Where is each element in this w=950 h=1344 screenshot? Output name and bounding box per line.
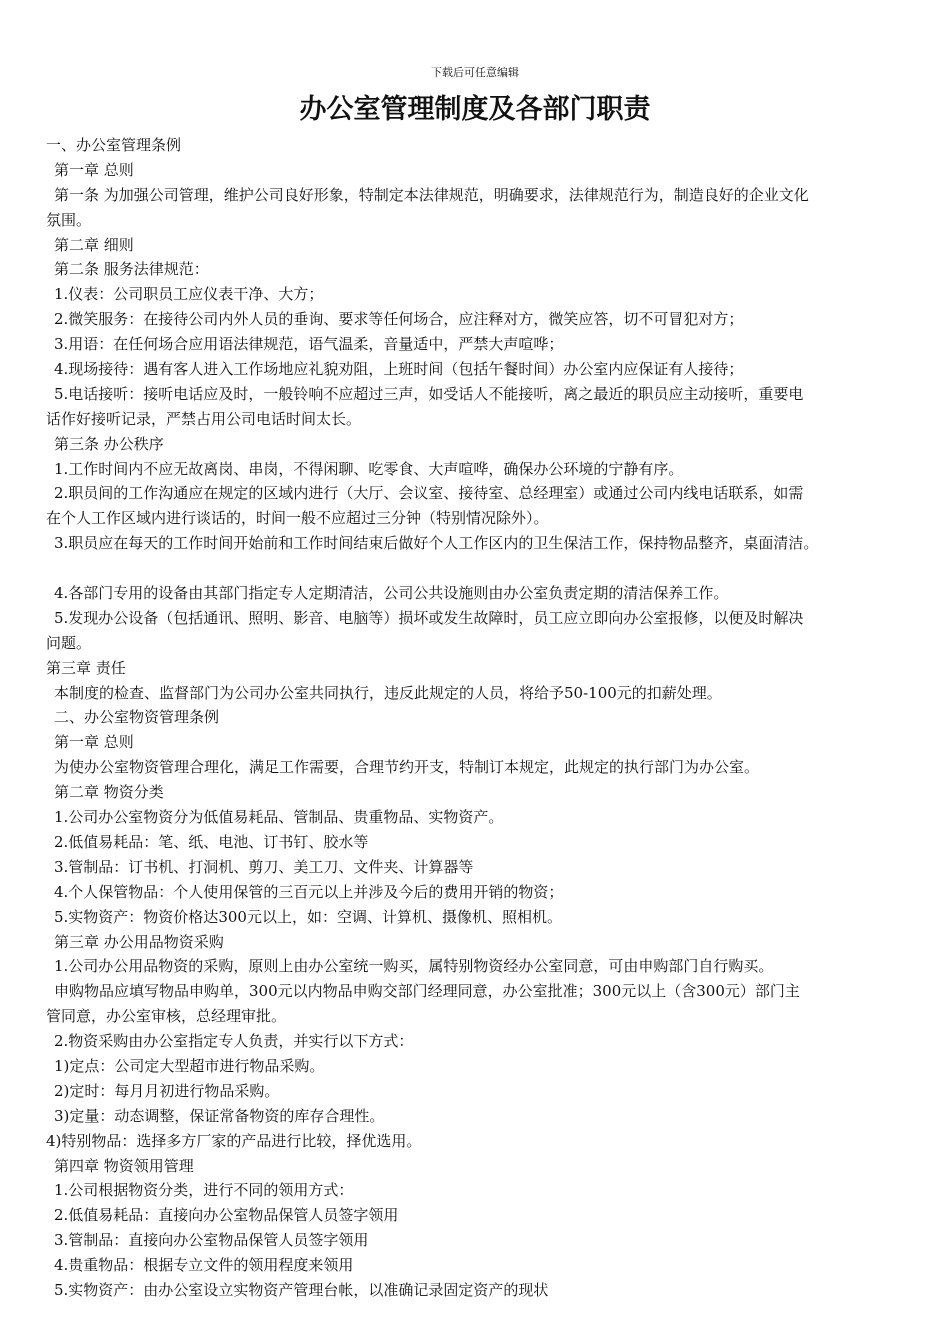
text-line: 4.现场接待：遇有客人进入工作场地应礼貌劝阻，上班时间（包括午餐时间）办公室内应保证有人接待； [54,360,744,379]
document-body [46,133,908,1303]
text-line: 第一条 为加强公司管理，维护公司良好形象，特制定本法律规范，明确要求，法律规范行为，制造良好的企业文化 [54,185,809,204]
text-line: 氛围。 [46,210,92,229]
text-line: 4)特别物品：选择多方厂家的产品进行比较，择优选用。 [46,1131,422,1150]
text-line: 1.仪表：公司职员工应仪表干净、大方； [54,285,324,304]
text-line: 2.微笑服务：在接待公司内外人员的垂询、要求等任何场合，应注释对方，微笑应答，切不可冒犯对方； [54,310,744,329]
document-title: 办公室管理制度及各部门职责 [299,94,651,125]
text-line: 1.公司办公室物资分为低值易耗品、管制品、贵重物品、实物资产。 [54,808,504,827]
text-line: 第三条 办公秩序 [54,434,164,453]
text-line: 在个人工作区域内进行谈话的，时间一般不应超过三分钟（特别情况除外）。 [46,509,549,528]
text-line: 问题。 [46,633,92,652]
text-line: 5.实物资产：由办公室设立实物资产管理台帐，以准确记录固定资产的现状 [54,1280,549,1299]
text-line: 3.管制品：订书机、打洞机、剪刀、美工刀、文件夹、计算器等 [54,857,474,876]
text-line: 1.工作时间内不应无故离岗、串岗，不得闲聊、吃零食、大声喧哗，确保办公环境的宁静有序。 [54,459,684,478]
text-line: 1.公司根据物资分类，进行不同的领用方式： [54,1181,354,1200]
text-line: 3.职员应在每天的工作时间开始前和工作时间结束后做好个人工作区内的卫生保洁工作，保持物品整齐，桌面清洁。 [54,534,819,553]
text-line: 4.个人保管物品：个人使用保管的三百元以上并涉及今后的费用开销的物资； [54,882,564,901]
text-line: 3.管制品：直接向办公室物品保管人员签字领用 [54,1231,369,1250]
text-line: 二、办公室物资管理条例 [54,708,220,727]
text-line: 3.用语：在任何场合应用语法律规范，语气温柔，音量适中，严禁大声喧哗； [54,335,564,354]
text-line [46,556,908,581]
text-line: 2.低值易耗品：笔、纸、电池、订书钉、胶水等 [54,832,369,851]
text-line: 5.实物资产：物资价格达300元以上，如：空调、计算机、摄像机、照相机。 [54,907,562,926]
text-line: 第三章 责任 [46,658,126,677]
text-line: 5.电话接听：接听电话应及时，一般铃响不应超过三声，如受话人不能接听，离之最近的职员应主动接听，重要电 [54,384,804,403]
text-line: 4.贵重物品：根据专立文件的领用程度来领用 [54,1256,354,1275]
text-line: 第四章 物资领用管理 [54,1156,194,1175]
text-line: 第二章 细则 [54,235,134,254]
text-line: 2)定时：每月月初进行物品采购。 [54,1081,280,1100]
text-line: 第二章 物资分类 [54,783,164,802]
text-line: 1.公司办公用品物资的采购，原则上由办公室统一购买，属特别物资经办公室同意，可由申购部门自行购买。 [54,957,774,976]
text-line: 申购物品应填写物品申购单，300元以内物品申购交部门经理同意，办公室批准；300元以上（含300元）部门主 [54,982,800,1001]
text-line: 1)定点：公司定大型超市进行物品采购。 [54,1056,325,1075]
text-line: 5.发现办公设备（包括通讯、照明、影音、电脑等）损坏或发生故障时，员工应立即向办公室报修，以便及时解决 [54,608,804,627]
text-line: 3)定量：动态调整，保证常备物资的库存合理性。 [54,1106,385,1125]
text-line: 一、办公室管理条例 [46,136,182,154]
text-line: 4.各部门专用的设备由其部门指定专人定期清洁，公司公共设施则由办公室负责定期的清洁保养工作。 [54,584,729,603]
text-line: 第一章 总则 [54,160,134,179]
text-line: 为使办公室物资管理合理化，满足工作需要，合理节约开支，特制订本规定，此规定的执行部门为办公室。 [54,758,760,777]
text-line: 2.职员间的工作沟通应在规定的区域内进行（大厅、会议室、接待室、总经理室）或通过公司内线电话联系，如需 [54,484,804,503]
text-line: 第二条 服务法律规范： [54,260,209,279]
text-line: 第一章 总则 [54,733,134,752]
text-line: 第三章 办公用品物资采购 [54,932,224,951]
text-line: 2.低值易耗品：直接向办公室物品保管人员签字领用 [54,1206,399,1225]
header-note: 下载后可任意编辑 [431,66,519,79]
text-line: 本制度的检查、监督部门为公司办公室共同执行，违反此规定的人员，将给予50-100元的扣薪处理。 [54,683,722,702]
text-line: 管同意，办公室审核，总经理审批。 [46,1007,287,1026]
text-line: 话作好接听记录，严禁占用公司电话时间太长。 [46,409,362,428]
text-line: 2.物资采购由办公室指定专人负责，并实行以下方式： [54,1032,414,1051]
